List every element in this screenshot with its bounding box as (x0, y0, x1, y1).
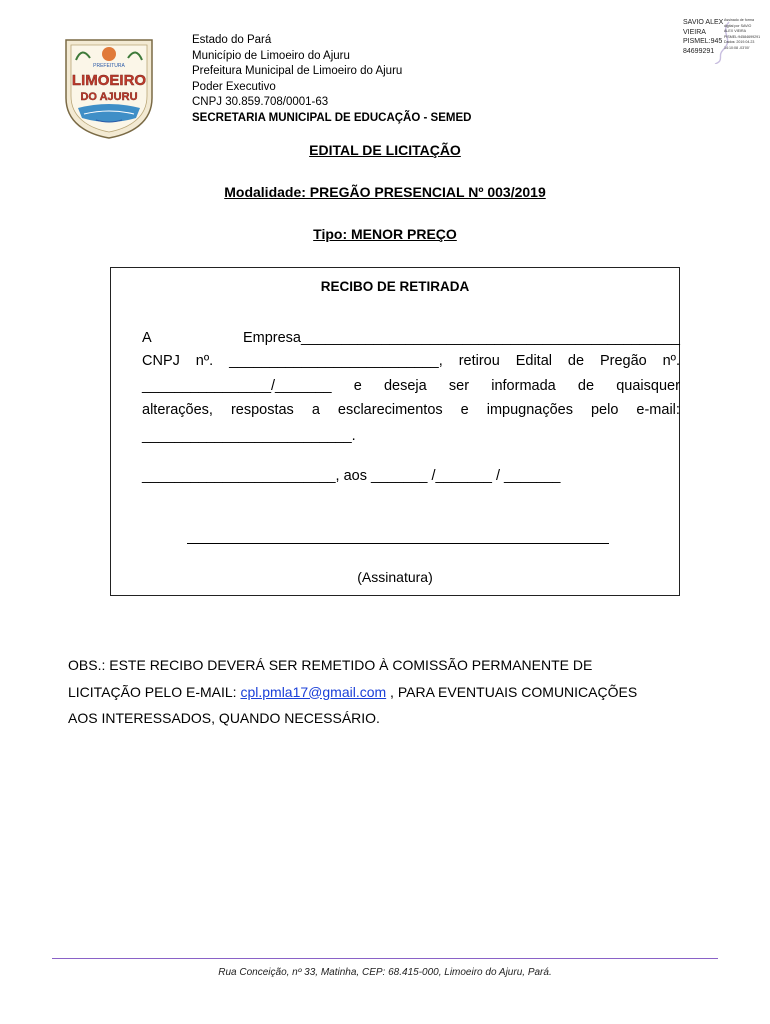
logo-text-ajuru: DO AJURU (80, 91, 138, 103)
logo-text-prefeitura: PREFEITURA (93, 63, 125, 69)
obs-line-3: AOS INTERESSADOS, QUANDO NECESSÁRIO. (68, 710, 380, 726)
footer-divider (52, 958, 718, 959)
signature-details: Assinado de forma digital por SAVIO ALEX VIEIRA PISMEL:94584699291 Dados: 2019.04.23 14:10:08 -03'00' (724, 18, 761, 50)
edital-title: EDITAL DE LICITAÇÃO (309, 142, 461, 158)
signature-label: (Assinatura) (357, 569, 433, 585)
obs-paragraph (68, 652, 708, 732)
recibo-title: RECIBO DE RETIRADA (320, 279, 470, 294)
recibo-line-empresa: A Empresa_______________________________________________ (142, 330, 680, 346)
header-power: Poder Executivo (192, 80, 276, 93)
signature-name: SAVIO ALEX VIEIRA PISMEL:945 84699291 (683, 19, 724, 55)
recibo-line-email: __________________________. (142, 428, 356, 444)
header-state: Estado do Pará (192, 34, 272, 46)
recibo-box (110, 267, 680, 596)
prefeitura-logo (62, 36, 156, 140)
signature-line (187, 543, 609, 544)
recibo-line-pregao: ________________/_______ e deseja ser informada de quaisquer (142, 378, 680, 394)
recibo-line-cnpj: CNPJ nº. __________________________, retirou Edital de Pregão nº. (142, 353, 680, 369)
modalidade-title: Modalidade: PREGÃO PRESENCIAL Nº 003/2019 (224, 184, 546, 200)
header-secretaria: SECRETARIA MUNICIPAL DE EDUCAÇÃO - SEMED (192, 111, 472, 124)
document-header (192, 33, 471, 127)
digital-signature-stamp (683, 18, 769, 62)
obs-line-1: OBS.: ESTE RECIBO DEVERÁ SER REMETIDO À COMISSÃO PERMANENTE DE (68, 657, 593, 673)
header-cnpj: CNPJ 30.859.708/0001-63 (192, 96, 329, 109)
logo-text-limoeiro: LIMOEIRO (71, 72, 147, 89)
recibo-date-line: ________________________, aos _______ /_______ / _______ (142, 468, 561, 484)
recibo-line-alteracoes: alterações, respostas a esclarecimentos e impugnações pelo e-mail: (142, 402, 680, 418)
header-municipality: Município de Limoeiro do Ajuru (192, 49, 350, 62)
header-prefeitura: Prefeitura Municipal de Limoeiro do Ajuru (192, 65, 403, 78)
tipo-title: Tipo: MENOR PREÇO (313, 226, 457, 242)
footer-address: Rua Conceição, nº 33, Matinha, CEP: 68.415-000, Limoeiro do Ajuru, Pará. (218, 967, 552, 978)
obs-line-2: LICITAÇÃO PELO E-MAIL: cpl.pmla17@gmail.com , PARA EVENTUAIS COMUNICAÇÕES (68, 683, 638, 700)
email-link[interactable]: cpl.pmla17@gmail.com (240, 683, 387, 700)
